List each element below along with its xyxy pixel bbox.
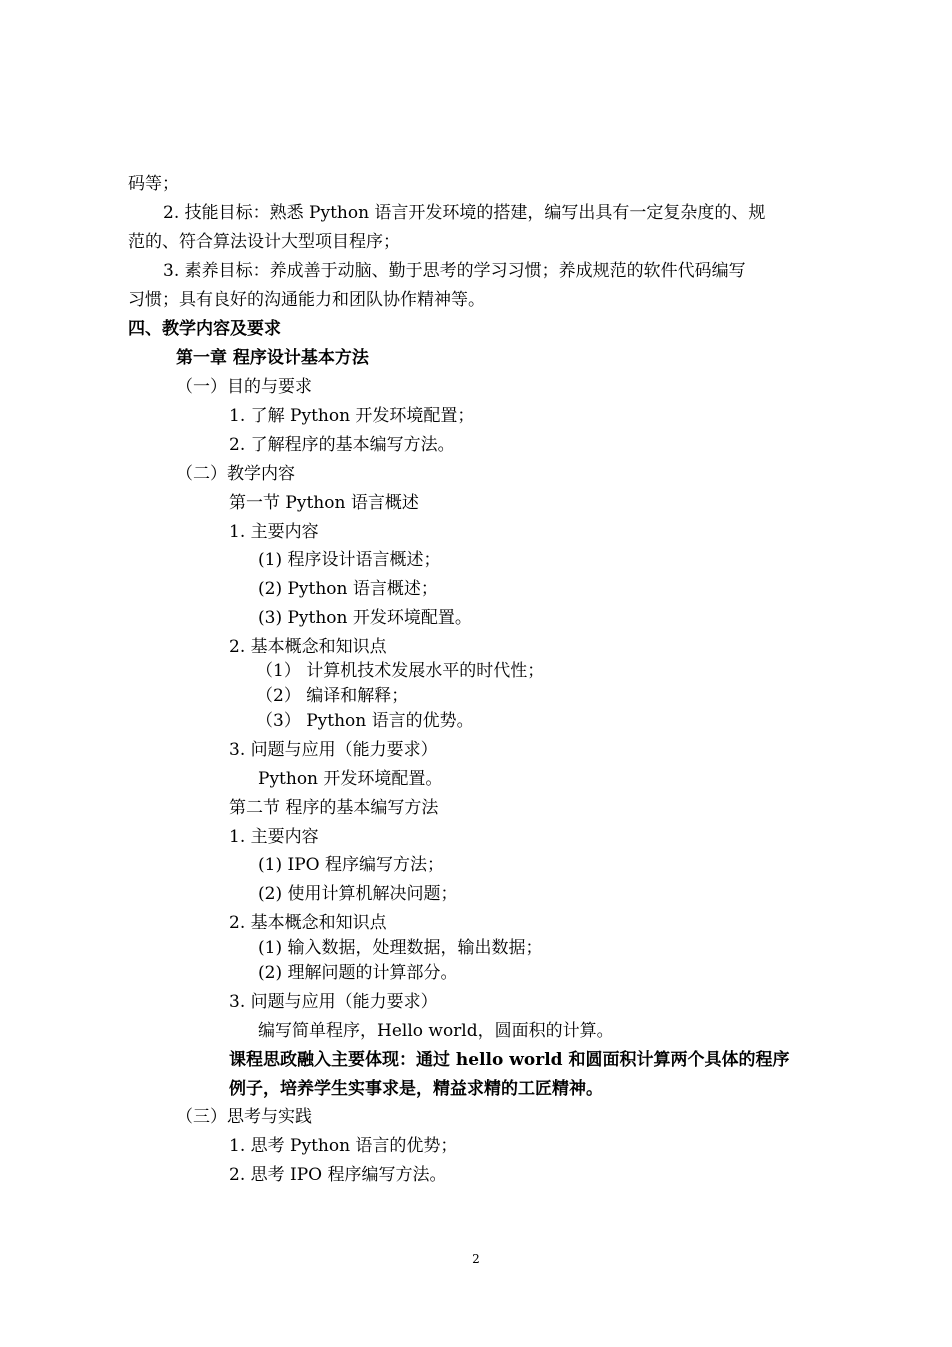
text-line: 2. 了解程序的基本编写方法。 <box>229 435 455 455</box>
text-line: 2. 技能目标：熟悉 Python 语言开发环境的搭建，编写出具有一定复杂度的、规 <box>163 203 766 223</box>
lesson-heading: 第一节 Python 语言概述 <box>229 493 419 513</box>
text-line: 码等； <box>128 174 179 194</box>
text-line: (2) 理解问题的计算部分。 <box>258 963 458 983</box>
text-line: 编写简单程序，Hello world，圆面积的计算。 <box>258 1021 614 1041</box>
text-line: (2) Python 语言概述； <box>258 579 438 599</box>
text-line: 3. 素养目标：养成善于动脑、勤于思考的学习习惯；养成规范的软件代码编写 <box>163 261 746 281</box>
page-number: 2 <box>472 1252 480 1266</box>
text-line: (1) IPO 程序编写方法； <box>258 855 444 875</box>
text-line: (2) 使用计算机解决问题； <box>258 884 458 904</box>
text-line: (1) 程序设计语言概述； <box>258 550 441 570</box>
text-line: 1. 思考 Python 语言的优势； <box>229 1136 458 1156</box>
text-line: 2. 思考 IPO 程序编写方法。 <box>229 1165 447 1185</box>
chapter-heading: 第一章 程序设计基本方法 <box>176 348 369 368</box>
text-line: 范的、符合算法设计大型项目程序； <box>128 232 400 252</box>
section-heading: 四、教学内容及要求 <box>128 319 281 339</box>
text-line: (1) 输入数据，处理数据，输出数据； <box>258 938 543 958</box>
text-line: 1. 主要内容 <box>229 522 319 542</box>
text-line: 1. 了解 Python 开发环境配置； <box>229 406 475 426</box>
lesson-heading: 第二节 程序的基本编写方法 <box>229 798 439 818</box>
text-line: （2） 编译和解释； <box>256 686 409 706</box>
text-line: Python 开发环境配置。 <box>258 769 443 789</box>
text-line: 习惯；具有良好的沟通能力和团队协作精神等。 <box>128 290 485 310</box>
text-line: 3. 问题与应用（能力要求） <box>229 992 438 1012</box>
text-line: (3) Python 开发环境配置。 <box>258 608 472 628</box>
ideology-highlight: 课程思政融入主要体现：通过 hello world 和圆面积计算两个具体的程序 <box>229 1050 790 1070</box>
text-line: （3） Python 语言的优势。 <box>256 711 474 731</box>
text-line: 2. 基本概念和知识点 <box>229 637 387 657</box>
subsection-heading: （三）思考与实践 <box>176 1107 312 1127</box>
text-line: 3. 问题与应用（能力要求） <box>229 740 438 760</box>
subsection-heading: （一）目的与要求 <box>176 377 312 397</box>
text-line: （1） 计算机技术发展水平的时代性； <box>256 661 545 681</box>
text-line: 2. 基本概念和知识点 <box>229 913 387 933</box>
text-line: 1. 主要内容 <box>229 827 319 847</box>
ideology-highlight: 例子，培养学生实事求是，精益求精的工匠精神。 <box>229 1079 603 1099</box>
subsection-heading: （二）教学内容 <box>176 464 295 484</box>
